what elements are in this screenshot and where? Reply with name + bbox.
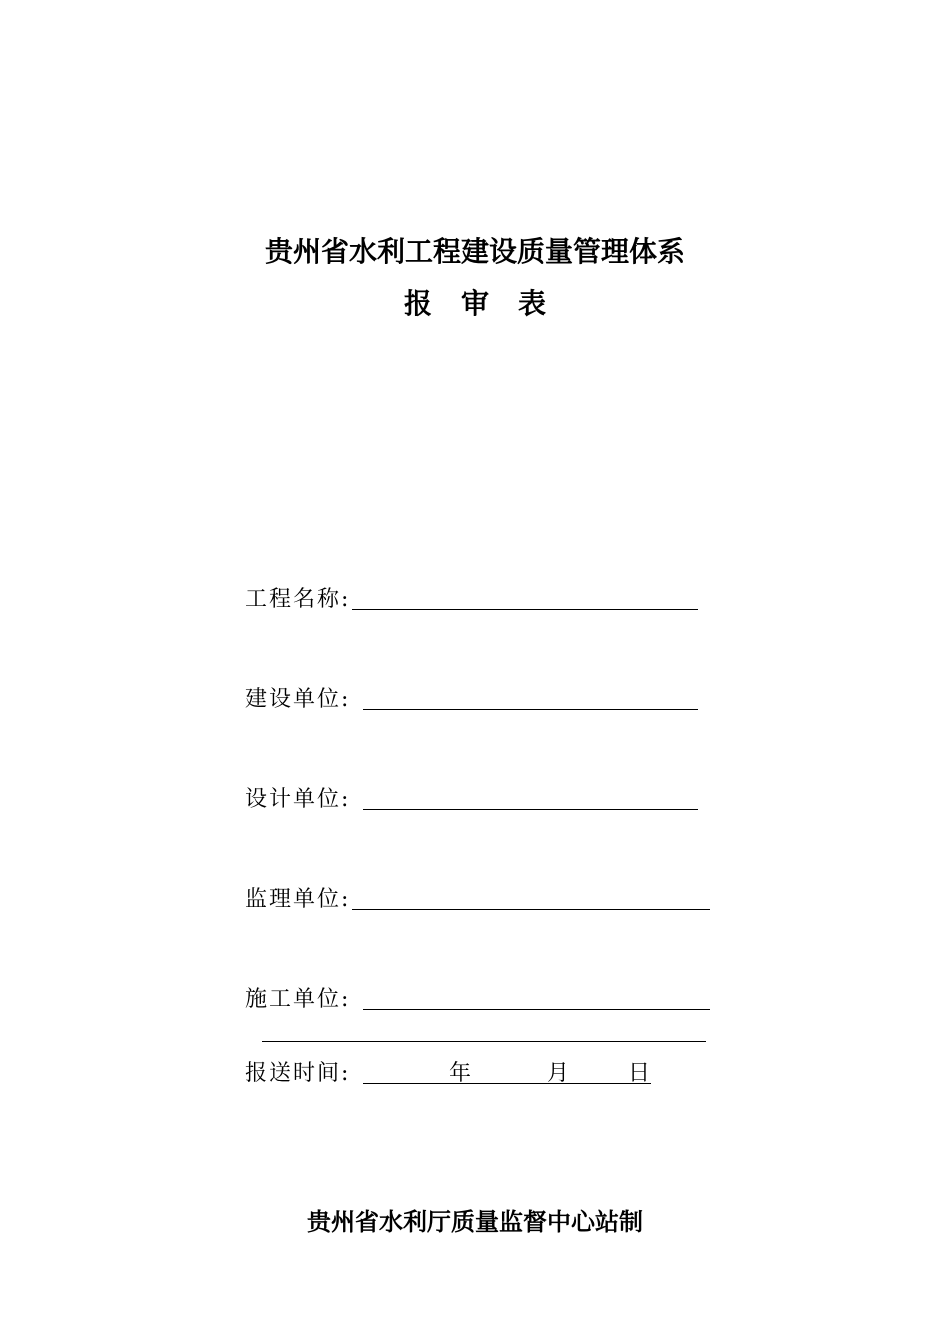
supervision-unit-field[interactable] <box>352 909 710 910</box>
design-unit-field[interactable] <box>363 809 698 810</box>
project-name-field[interactable] <box>352 609 698 610</box>
form-type-char-1: 报 <box>403 287 432 320</box>
contractor-unit-label: 施工单位: <box>245 987 351 1012</box>
supervision-unit-label: 监理单位: <box>245 887 351 912</box>
form-type-title <box>0 286 950 322</box>
issuer-footer: 贵州省水利厅质量监督中心站制 <box>307 1207 643 1236</box>
construction-unit-label: 建设单位: <box>245 687 351 712</box>
contractor-unit-field[interactable] <box>363 1009 710 1010</box>
date-day-label: 日 <box>628 1061 651 1086</box>
submit-time-label: 报送时间: <box>245 1061 351 1086</box>
contractor-unit-field-continued[interactable] <box>262 1041 706 1042</box>
construction-unit-field[interactable] <box>363 709 698 710</box>
document-title: 贵州省水利工程建设质量管理体系 <box>264 235 685 268</box>
submit-date-field[interactable] <box>363 1083 651 1084</box>
form-type-char-2: 审 <box>460 287 489 320</box>
date-year-label: 年 <box>449 1061 472 1086</box>
project-name-label: 工程名称: <box>245 587 351 612</box>
form-type-char-3: 表 <box>517 287 546 320</box>
design-unit-label: 设计单位: <box>245 787 351 812</box>
date-month-label: 月 <box>547 1061 570 1086</box>
